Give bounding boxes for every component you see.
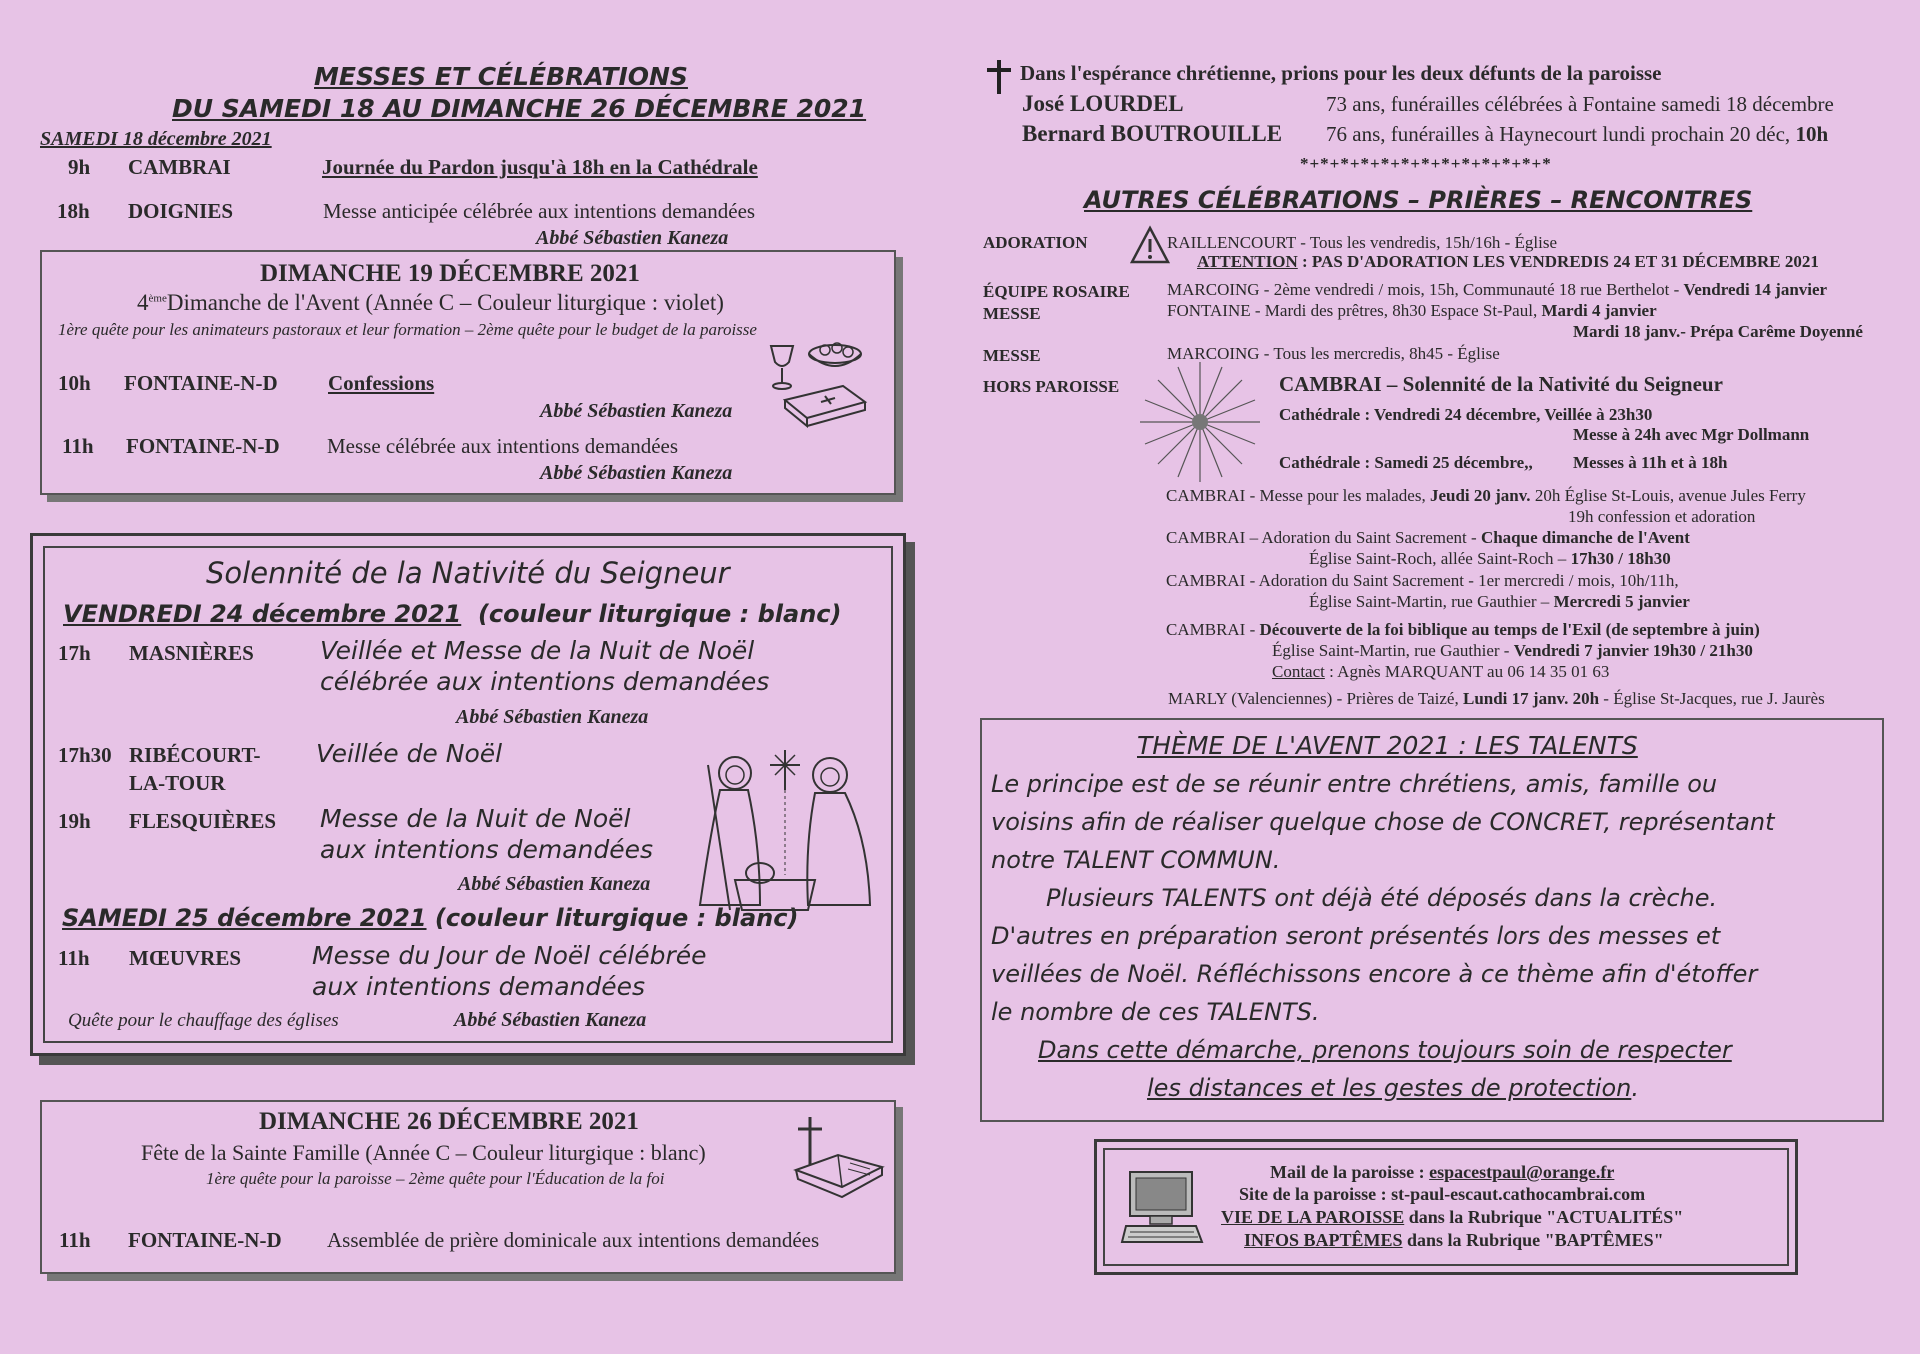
- celebrant: Abbé Sébastien Kaneza: [536, 227, 729, 249]
- stars-divider: *+*+*+*+*+*+*+*+*+*+*+*+*: [1300, 154, 1552, 173]
- cambrai-malades: CAMBRAI - Messe pour les malades, Jeudi 20 janv. 20h Église St-Louis, avenue Jules Ferry: [1166, 486, 1806, 505]
- main-title-line1: MESSES ET CÉLÉBRATIONS: [314, 62, 688, 91]
- saturday-25-line: SAMEDI 25 décembre 2021 (couleur liturgique : blanc): [62, 904, 799, 932]
- cross-bible-icon: [790, 1115, 890, 1200]
- celebrant: Abbé Sébastien Kaneza: [540, 400, 733, 422]
- defunt-name: José LOURDEL: [1022, 91, 1184, 116]
- celebrant: Abbé Sébastien Kaneza: [458, 873, 651, 895]
- theme-closing-line2: les distances et les gestes de protection.: [1147, 1074, 1639, 1102]
- theme-line: veillées de Noël. Réfléchissons encore à ce thème afin d'étoffer: [991, 960, 1758, 988]
- adoration-label: ADORATION: [983, 233, 1088, 252]
- site-link[interactable]: st-paul-escaut.cathocambrai.com: [1391, 1184, 1646, 1204]
- hors-title: CAMBRAI – Solennité de la Nativité du Seigneur: [1279, 372, 1723, 396]
- schedule-row: 17h: [58, 641, 91, 665]
- cambrai-adoration-avent: CAMBRAI – Adoration du Saint Sacrement - Chaque dimanche de l'Avent: [1166, 528, 1690, 547]
- attention-line: ATTENTION : PAS D'ADORATION LES VENDREDIS 24 ET 31 DÉCEMBRE 2021: [1197, 252, 1819, 271]
- celebrant: Abbé Sébastien Kaneza: [456, 706, 649, 728]
- pardon-text: Journée du Pardon jusqu'à 18h en la Cathédrale: [322, 155, 758, 179]
- sunday-26-title: DIMANCHE 26 DÉCEMBRE 2021: [259, 1108, 639, 1135]
- star-burst-icon: [1140, 362, 1260, 482]
- nativity-title: Solennité de la Nativité du Seigneur: [206, 556, 730, 590]
- mail-link[interactable]: espacestpaul@orange.fr: [1429, 1162, 1615, 1182]
- cambrai-adoration-mensuelle: CAMBRAI - Adoration du Saint Sacrement - 1er mercredi / mois, 10h/11h,: [1166, 571, 1679, 590]
- vie-paroisse-line: VIE DE LA PAROISSE dans la Rubrique "ACTUALITÉS": [1221, 1207, 1684, 1227]
- schedule-row: 11h: [58, 946, 90, 970]
- cross-icon: [984, 58, 1014, 96]
- infos-baptemes-line: INFOS BAPTÊMES dans la Rubrique "BAPTÊMES": [1244, 1230, 1664, 1250]
- schedule-row: 11h: [62, 434, 94, 458]
- hors-paroisse-label: HORS PAROISSE: [983, 377, 1120, 396]
- schedule-row: 10h: [58, 371, 91, 395]
- defunt-info: 76 ans, funérailles à Haynecourt lundi prochain 20 déc, 10h: [1326, 122, 1829, 146]
- sunday-26-subtitle: Fête de la Sainte Famille (Année C – Couleur liturgique : blanc): [141, 1140, 706, 1165]
- theme-title: THÈME DE L'AVENT 2021 : LES TALENTS: [1137, 731, 1638, 760]
- theme-line: le nombre de ces TALENTS.: [991, 998, 1320, 1026]
- sunday-19-title: DIMANCHE 19 DÉCEMBRE 2021: [260, 260, 640, 287]
- schedule-row: 18h: [57, 199, 90, 223]
- theme-line: notre TALENT COMMUN.: [991, 846, 1281, 874]
- theme-line: voisins afin de réaliser quelque chose de CONCRET, représentant: [991, 808, 1775, 836]
- schedule-row: 9h: [68, 155, 91, 179]
- quete-chauffage: Quête pour le chauffage des églises: [68, 1010, 339, 1031]
- saturday-18-heading: SAMEDI 18 décembre 2021: [40, 128, 272, 150]
- schedule-row: 17h30: [58, 743, 112, 767]
- defunt-info: 73 ans, funérailles célébrées à Fontaine samedi 18 décembre: [1326, 92, 1834, 116]
- warning-icon: [1130, 226, 1170, 264]
- theme-line: D'autres en préparation seront présentés lors des messes et: [991, 922, 1721, 950]
- sunday-19-quete: 1ère quête pour les animateurs pastoraux et leur formation – 2ème quête pour le budget de la paroisse: [58, 320, 757, 339]
- nativity-scene-icon: [690, 745, 880, 920]
- sunday-26-quete: 1ère quête pour la paroisse – 2ème quête pour l'Éducation de la foi: [206, 1169, 665, 1188]
- defunt-name: Bernard BOUTROUILLE: [1022, 121, 1283, 146]
- theme-closing-line1: Dans cette démarche, prenons toujours soin de respecter: [1038, 1036, 1732, 1064]
- schedule-row: 19h: [58, 809, 91, 833]
- theme-line: Plusieurs TALENTS ont déjà été déposés dans la crèche.: [1046, 884, 1718, 912]
- celebrant: Abbé Sébastien Kaneza: [540, 462, 733, 484]
- celebrant: Abbé Sébastien Kaneza: [454, 1009, 647, 1031]
- schedule-row: 11h: [59, 1228, 91, 1252]
- friday-24-line: VENDREDI 24 décembre 2021 (couleur liturgique : blanc): [63, 600, 842, 628]
- autres-title: AUTRES CÉLÉBRATIONS – PRIÈRES – RENCONTRES: [1084, 186, 1753, 214]
- theme-line: Le principe est de se réunir entre chrétiens, amis, famille ou: [991, 770, 1718, 798]
- messe-label: MESSE: [983, 346, 1041, 365]
- defunts-intro: Dans l'espérance chrétienne, prions pour les deux défunts de la paroisse: [1020, 61, 1662, 85]
- main-title-line2: DU SAMEDI 18 AU DIMANCHE 26 DÉCEMBRE 2021: [172, 94, 867, 123]
- eucharist-icon: [765, 340, 875, 430]
- rosaire-label: ÉQUIPE ROSAIRE: [983, 282, 1130, 301]
- sunday-19-subtitle: 4èmeDimanche de l'Avent (Année C – Couleur liturgique : violet): [137, 290, 724, 315]
- site-line: Site de la paroisse : st-paul-escaut.cathocambrai.com: [1239, 1184, 1646, 1204]
- messe-label: MESSE: [983, 304, 1041, 323]
- computer-icon: [1122, 1168, 1204, 1248]
- cambrai-bible: CAMBRAI - Découverte de la foi biblique au temps de l'Exil (de septembre à juin): [1166, 620, 1760, 639]
- marly-taize: MARLY (Valenciennes) - Prières de Taizé, Lundi 17 janv. 20h - Église St-Jacques, rue J. Jaurès: [1168, 689, 1825, 708]
- mail-line: Mail de la paroisse : espacestpaul@orange.fr: [1270, 1162, 1615, 1182]
